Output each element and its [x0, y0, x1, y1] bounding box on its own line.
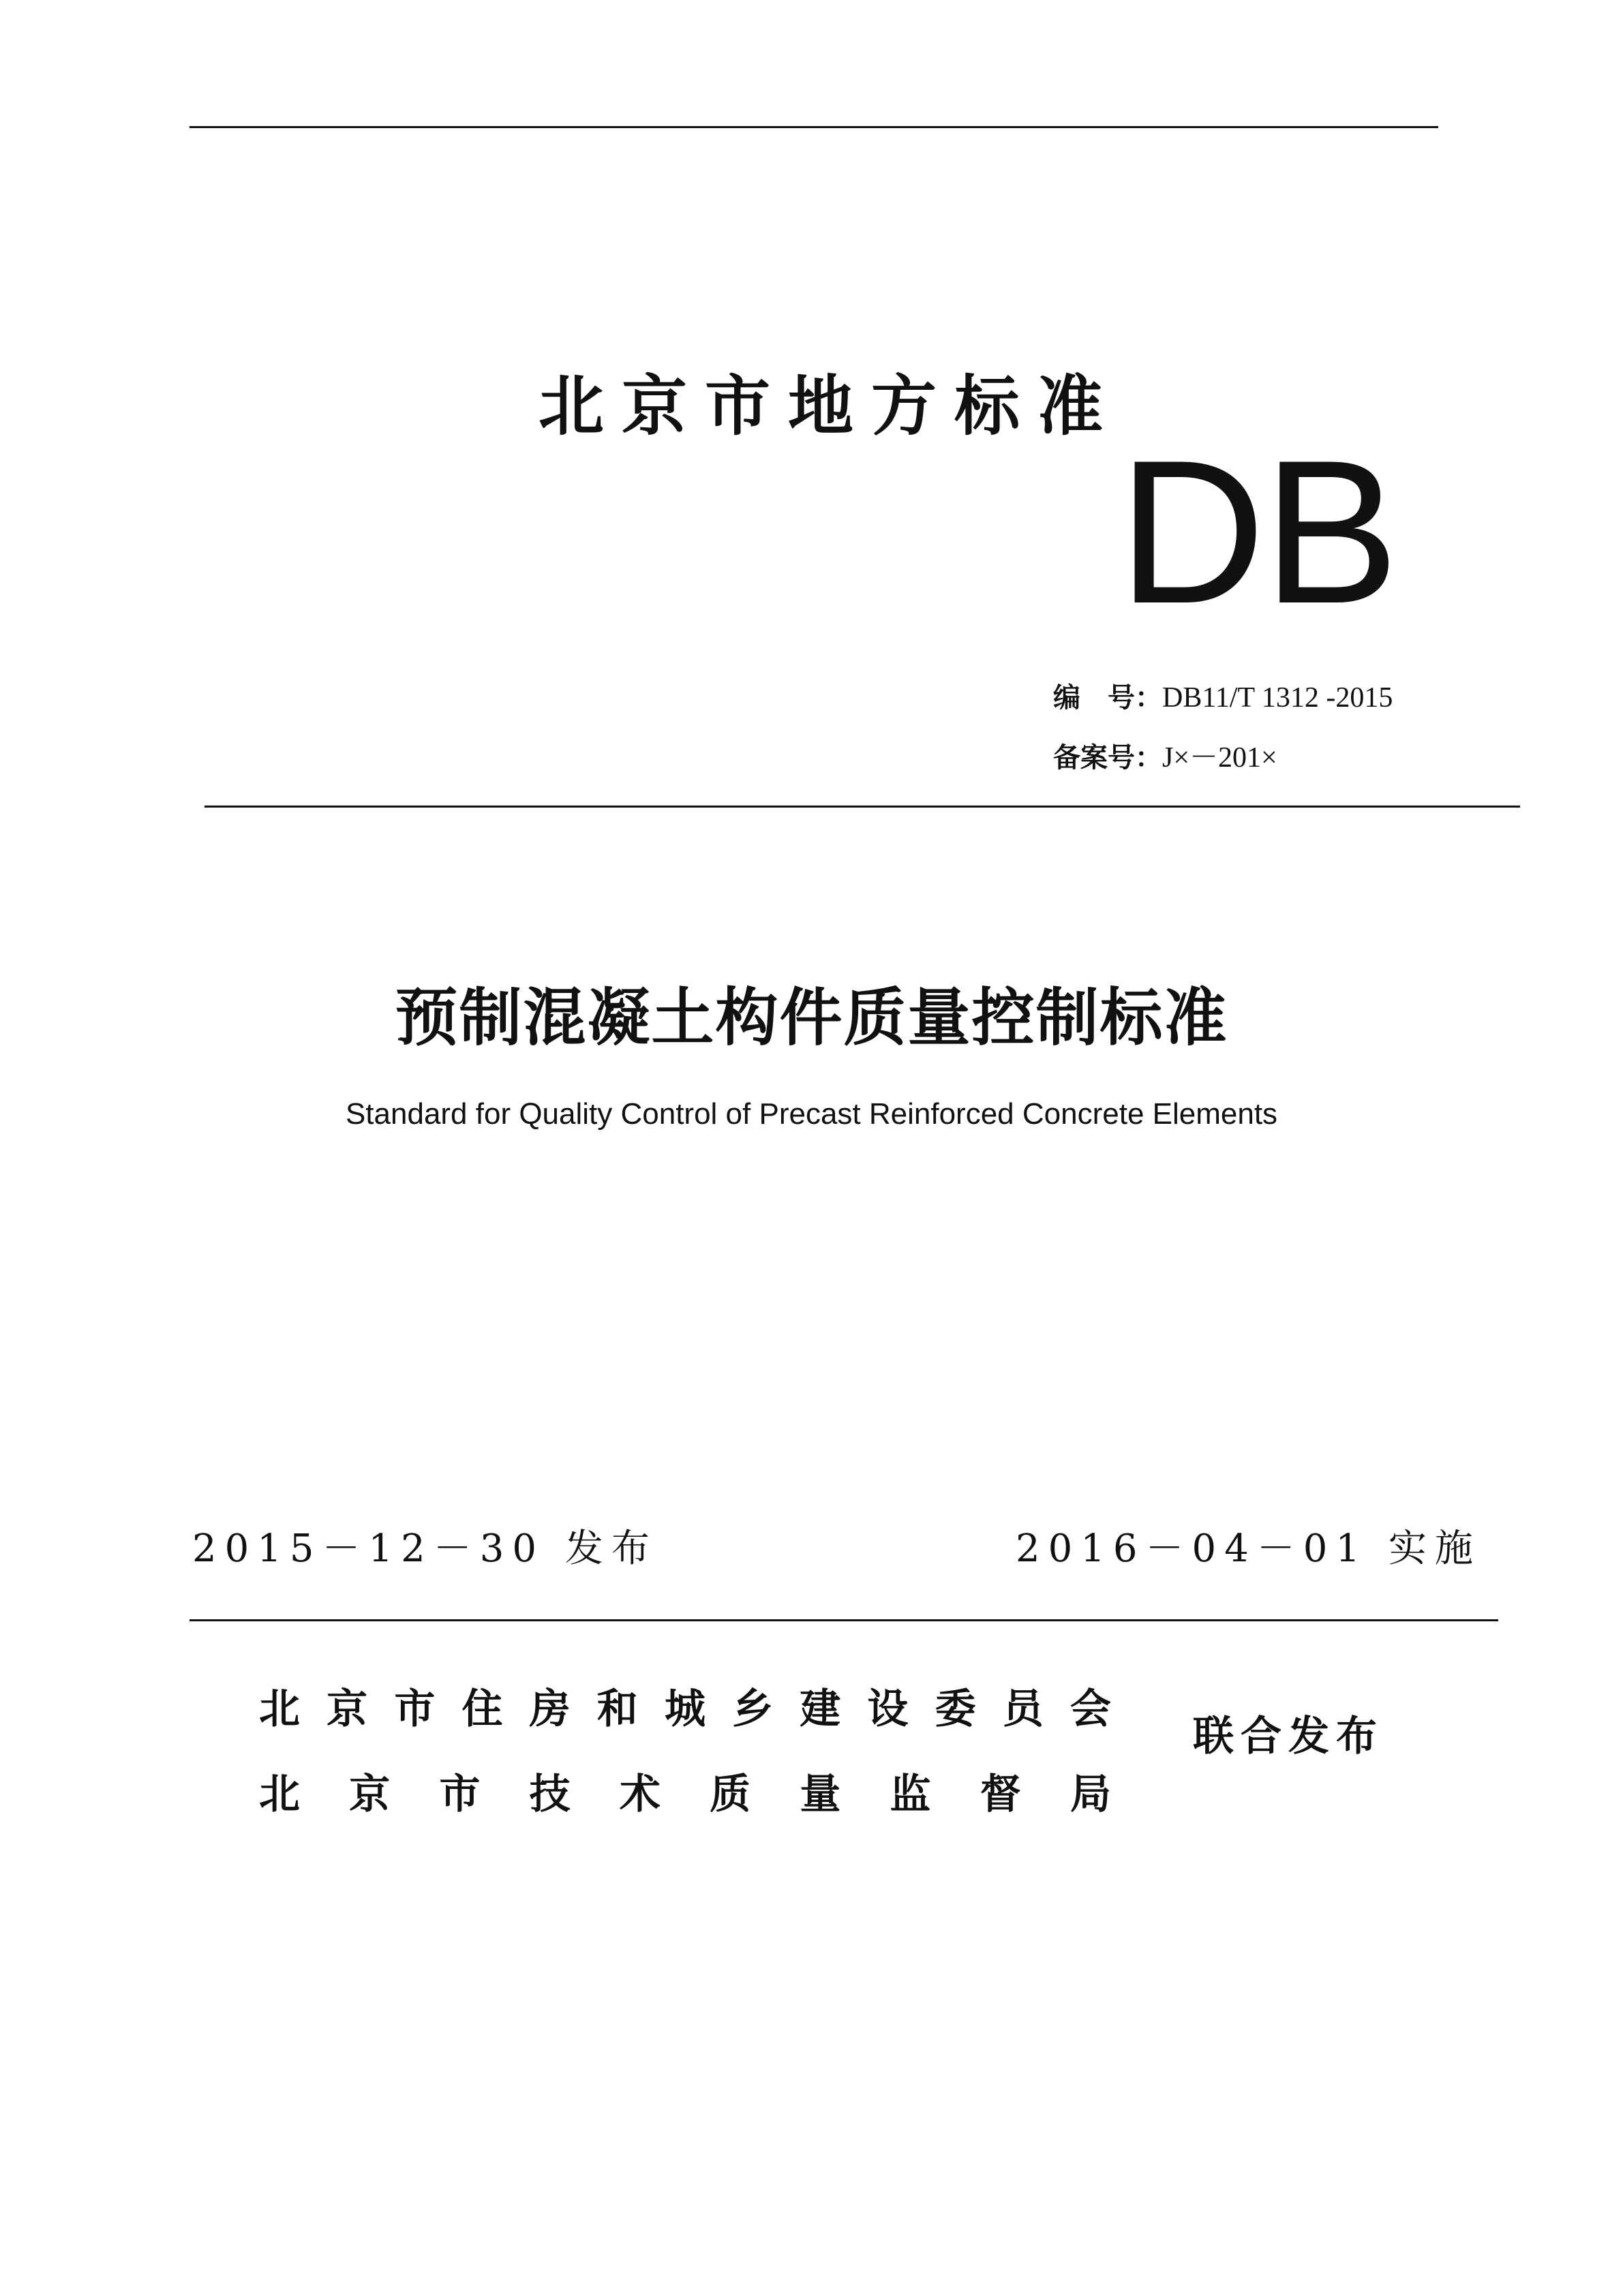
issuer-char: 质: [710, 1771, 751, 1818]
header-rule: [204, 806, 1520, 808]
issuer-housing-commission: [259, 1677, 1111, 1735]
issuer-char: 量: [800, 1771, 841, 1818]
document-title-cn: 预制混凝土构件质量控制标准: [395, 981, 1228, 1054]
issuer-char: 市: [439, 1771, 481, 1818]
implement-date: 2016－04－01 实施: [1016, 1527, 1481, 1571]
issuer-char: 和: [596, 1685, 638, 1733]
issuer-char: 城: [664, 1685, 706, 1733]
issuer-char: 术: [619, 1771, 661, 1818]
issuer-char: 局: [1070, 1771, 1111, 1818]
issuer-char: 设: [867, 1685, 909, 1733]
record-number-row: [1053, 735, 1277, 776]
joint-issue-label: 联合发布: [1193, 1713, 1384, 1760]
standard-category-title: 北京市地方标准: [539, 367, 1121, 444]
standard-number-value: DB11/T 1312 -2015: [1162, 682, 1393, 714]
issuer-char: 市: [394, 1685, 436, 1733]
issuer-char: 乡: [732, 1685, 774, 1733]
issuer-char: 住: [461, 1685, 503, 1733]
issuer-char: 监: [890, 1771, 931, 1818]
standard-number-label: 编 号：: [1053, 682, 1162, 714]
issuer-char: 委: [935, 1685, 976, 1733]
issuer-char: 北: [259, 1685, 300, 1733]
top-rule: [189, 126, 1438, 128]
publish-date: 2015－12－30 发布: [192, 1527, 658, 1571]
issuer-char: 督: [980, 1771, 1021, 1818]
issuer-char: 员: [1002, 1685, 1044, 1733]
record-number-value: J×－201×: [1162, 742, 1277, 774]
standard-number-row: [1053, 676, 1393, 715]
footer-rule: [189, 1619, 1498, 1621]
issuer-char: 京: [327, 1685, 368, 1733]
db-mark: DB: [1118, 417, 1397, 646]
record-number-label: 备案号：: [1053, 741, 1162, 774]
issuer-char: 北: [259, 1771, 300, 1818]
issuer-char: 会: [1070, 1685, 1111, 1733]
issuer-char: 京: [349, 1771, 391, 1818]
issuer-char: 技: [529, 1771, 571, 1818]
issuer-char: 建: [800, 1685, 841, 1733]
issuer-quality-bureau: [259, 1762, 1111, 1820]
issuer-char: 房: [529, 1685, 571, 1733]
document-title-en: Standard for Quality Control of Precast Reinforced Concrete Elements: [345, 1097, 1278, 1131]
